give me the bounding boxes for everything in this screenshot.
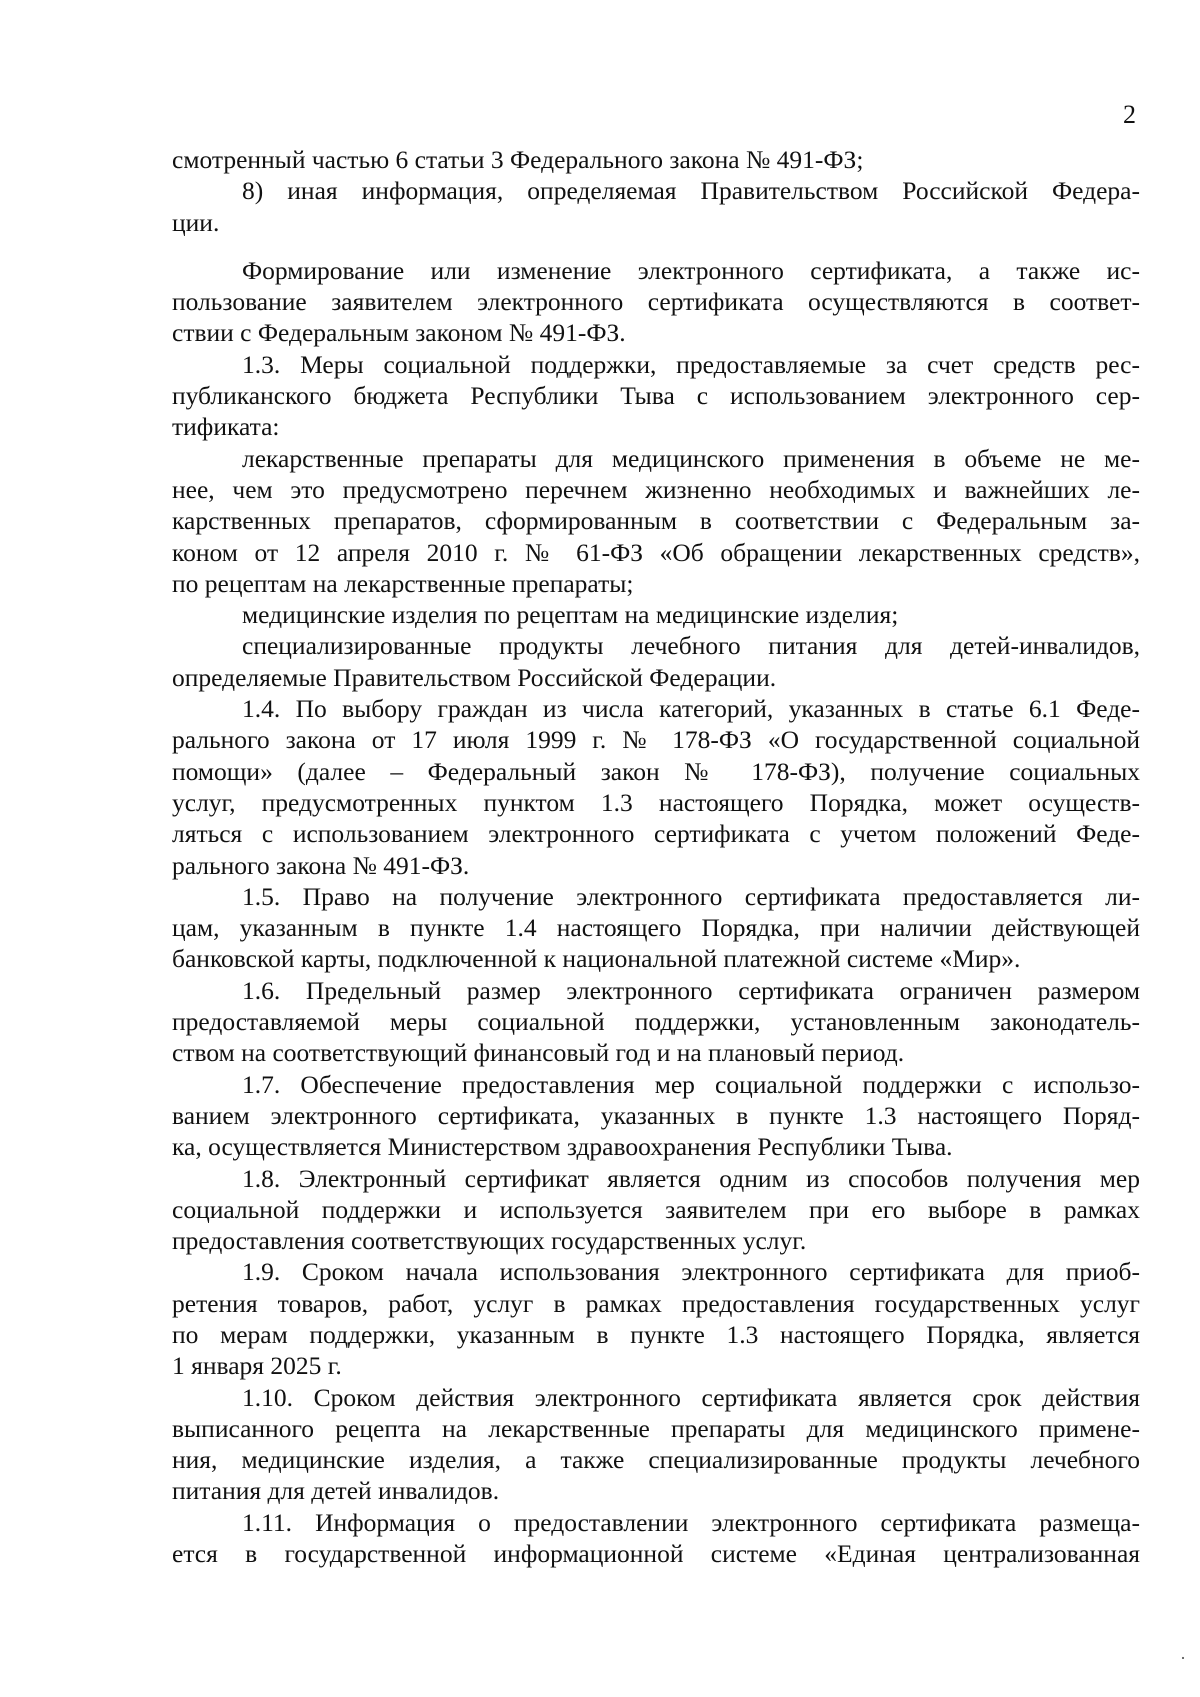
text-line: помощи» (далее – Федеральный закон № 178-ФЗ), получение социальных (172, 756, 1140, 786)
text-line: коном от 12 апреля 2010 г. № 61-ФЗ «Об обращении лекарственных средств», (172, 537, 1140, 567)
text-line: по рецептам на лекарственные препараты; (172, 568, 634, 598)
text-line: 1.3. Меры социальной поддержки, предоставляемые за счет средств рес- (242, 349, 1140, 379)
text-line: ции. (172, 207, 220, 237)
text-line: ством на соответствующий финансовый год и на плановый период. (172, 1038, 905, 1068)
text-line: публиканского бюджета Республики Тыва с использованием электронного сер- (172, 381, 1140, 411)
text-line: 1.7. Обеспечение предоставления мер социальной поддержки с использо- (242, 1069, 1140, 1099)
text-line: тификата: (172, 412, 280, 442)
text-line: лекарственные препараты для медицинского применения в объеме не ме- (242, 443, 1140, 473)
text-line: по мерам поддержки, указанным в пункте 1.3 настоящего Порядка, является (172, 1319, 1140, 1349)
text-line: определяемые Правительством Российской Федерации. (172, 662, 777, 692)
text-line: питания для детей инвалидов. (172, 1476, 500, 1506)
text-line: предоставления соответствующих государственных услуг. (172, 1226, 807, 1256)
scan-mark: · (1180, 1648, 1186, 1668)
text-line: ретения товаров, работ, услуг в рамках предоставления государственных услуг (172, 1288, 1140, 1318)
text-line: предоставляемой меры социальной поддержки, установленным законодатель- (172, 1007, 1140, 1037)
text-line: цам, указанным в пункте 1.4 настоящего Порядка, при наличии действующей (172, 913, 1140, 943)
text-line: ка, осуществляется Министерством здравоохранения Республики Тыва. (172, 1132, 953, 1162)
text-line: специализированные продукты лечебного питания для детей-инвалидов, (242, 631, 1140, 661)
text-line: 1.5. Право на получение электронного сертификата предоставляется ли- (242, 881, 1140, 911)
text-line: пользование заявителем электронного сертификата осуществляются в соответ- (172, 287, 1140, 317)
text-line: ляться с использованием электронного сертификата с учетом положений Феде- (172, 819, 1140, 849)
text-line: 1.10. Сроком действия электронного сертификата является срок действия (242, 1382, 1140, 1412)
text-line: 1 января 2025 г. (172, 1351, 342, 1381)
text-line: 1.6. Предельный размер электронного сертификата ограничен размером (242, 975, 1140, 1005)
text-line: ния, медицинские изделия, а также специализированные продукты лечебного (172, 1445, 1140, 1475)
text-line: нее, чем это предусмотрено перечнем жизненно необходимых и важнейших ле- (172, 474, 1140, 504)
text-line: 1.4. По выбору граждан из числа категорий, указанных в статье 6.1 Феде- (242, 694, 1140, 724)
document-body (172, 144, 1140, 1569)
text-line: услуг, предусмотренных пунктом 1.3 настоящего Порядка, может осуществ- (172, 787, 1140, 817)
text-line: рального закона № 491-ФЗ. (172, 850, 470, 880)
text-line: социальной поддержки и используется заявителем при его выборе в рамках (172, 1194, 1140, 1224)
text-line: ется в государственной информационной системе «Единая централизованная (172, 1539, 1140, 1569)
text-line: карственных препаратов, сформированным в соответствии с Федеральным за- (172, 506, 1140, 536)
text-line: 1.8. Электронный сертификат является одним из способов получения мер (242, 1163, 1140, 1193)
text-line: ванием электронного сертификата, указанных в пункте 1.3 настоящего Поряд- (172, 1100, 1140, 1130)
text-line: 1.11. Информация о предоставлении электронного сертификата размеща- (242, 1507, 1140, 1537)
text-line: 1.9. Сроком начала использования электронного сертификата для приоб- (242, 1257, 1140, 1287)
text-line: выписанного рецепта на лекарственные препараты для медицинского примене- (172, 1413, 1140, 1443)
text-line: 8) иная информация, определяемая Правительством Российской Федера- (242, 176, 1140, 206)
text-line: банковской карты, подключенной к национальной платежной системе «Мир». (172, 944, 1021, 974)
text-line: медицинские изделия по рецептам на медицинские изделия; (242, 600, 899, 630)
text-line: рального закона от 17 июля 1999 г. № 178-ФЗ «О государственной социальной (172, 725, 1140, 755)
text-line: ствии с Федеральным законом № 491-ФЗ. (172, 318, 626, 348)
text-line: Формирование или изменение электронного сертификата, а также ис- (242, 255, 1140, 285)
page-number: 2 (1123, 100, 1136, 129)
text-line: смотренный частью 6 статьи 3 Федерального закона № 491-ФЗ; (172, 145, 864, 174)
